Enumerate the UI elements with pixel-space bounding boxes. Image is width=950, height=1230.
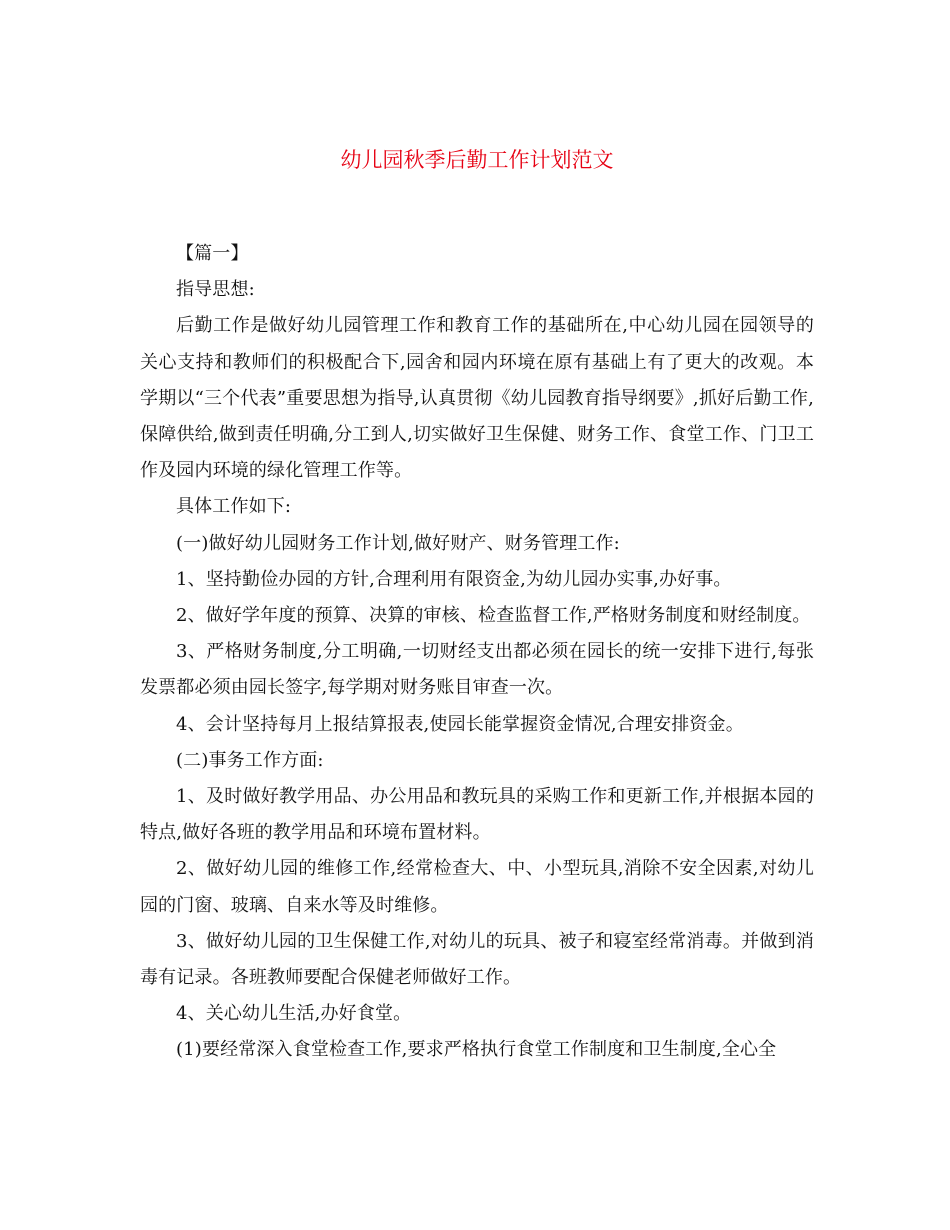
paragraph: 【篇一】 xyxy=(176,243,249,264)
paragraph: (1)要经常深入食堂检查工作,要求严格执行食堂工作制度和卫生制度,全心全 xyxy=(176,1039,777,1061)
paragraph: 2、做好幼儿园的维修工作,经常检查大、中、小型玩具,消除不安全因素,对幼儿园的门窗、玻璃、自来水等及时维修。 xyxy=(140,858,814,916)
paragraph: 4、关心幼儿生活,办好食堂。 xyxy=(176,1003,412,1025)
paragraph: (二)事务工作方面: xyxy=(176,749,324,771)
paragraph: 后勤工作是做好幼儿园管理工作和教育工作的基础所在,中心幼儿园在园领导的关心支持和教师们的积极配合下,园舍和园内环境在原有基础上有了更大的改观。本学期以“三个代表”重要思想为指导,认真贯彻《幼儿园教育指导纲要》,抓好后勤工作,保障供给,做到责任明确,分工到人,切实做好卫生保健、财务工作、食堂工作、门卫工作及园内环境的绿化管理工作等。 xyxy=(140,315,814,482)
paragraph: (一)做好幼儿园财务工作计划,做好财产、财务管理工作: xyxy=(176,532,620,554)
paragraph: 3、严格财务制度,分工明确,一切财经支出都必须在园长的统一安排下进行,每张发票都必须由园长签字,每学期对财务账目审查一次。 xyxy=(140,641,814,699)
paragraph: 4、会计坚持每月上报结算报表,使园长能掌握资金情况,合理安排资金。 xyxy=(176,713,744,735)
paragraph: 1、坚持勤俭办园的方针,合理利用有限资金,为幼儿园办实事,办好事。 xyxy=(176,568,732,590)
paragraph: 具体工作如下: xyxy=(176,496,292,518)
document-title: 幼儿园秋季后勤工作计划范文 xyxy=(340,148,614,172)
paragraph: 指导思想: xyxy=(176,279,255,301)
document-body xyxy=(140,236,814,1069)
paragraph: 2、做好学年度的预算、决算的审核、检查监督工作,严格财务制度和财经制度。 xyxy=(176,605,811,627)
paragraph: 1、及时做好教学用品、办公用品和教玩具的采购工作和更新工作,并根据本园的特点,做好各班的教学用品和环境布置材料。 xyxy=(140,786,814,844)
paragraph: 3、做好幼儿园的卫生保健工作,对幼儿的玩具、被子和寝室经常消毒。并做到消毒有记录。各班教师要配合保健老师做好工作。 xyxy=(140,930,814,989)
